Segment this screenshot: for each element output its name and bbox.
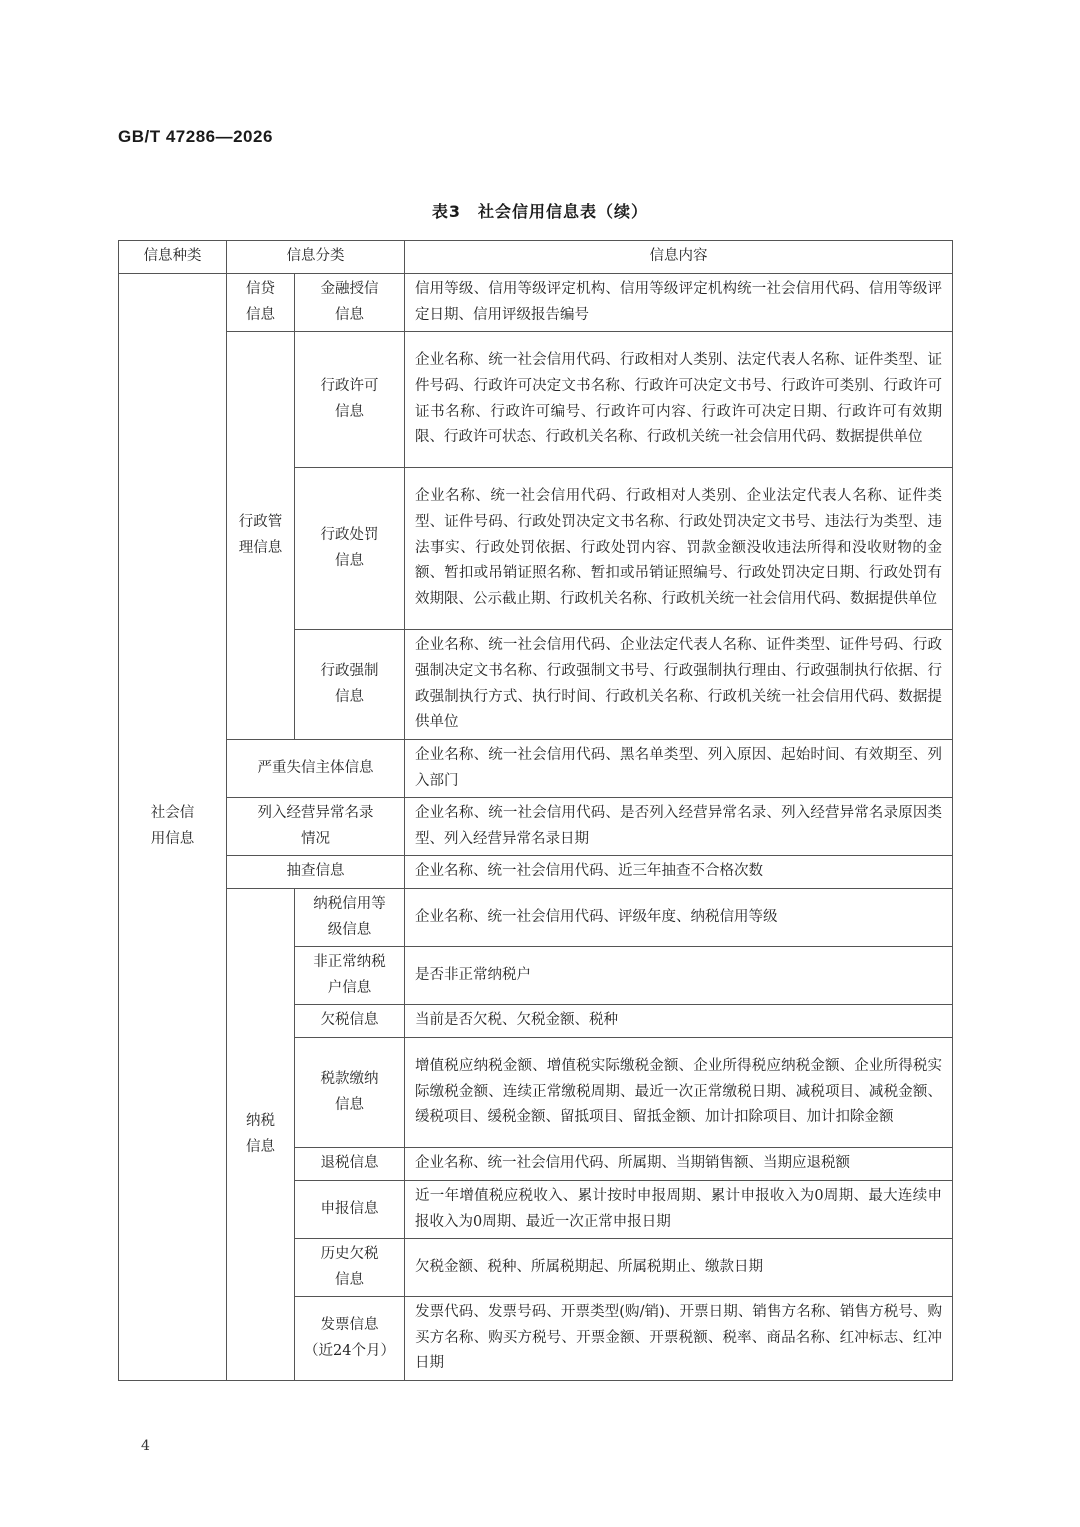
- table-header-row: [119, 241, 953, 274]
- classification-sub-cell: 申报信息: [295, 1181, 405, 1239]
- info-content-cell: 企业名称、统一社会信用代码、是否列入经营异常名录、列入经营异常名录原因类型、列入经营异常名录日期: [405, 798, 953, 856]
- info-content-cell: 发票代码、发票号码、开票类型(购/销)、开票日期、销售方名称、销售方税号、购买方名称、购买方税号、开票金额、开票税额、税率、商品名称、红冲标志、红冲日期: [405, 1297, 953, 1381]
- classification-cell: 列入经营异常名录情况: [227, 798, 405, 856]
- classification-cell: 抽查信息: [227, 856, 405, 889]
- info-content-cell: 企业名称、统一社会信用代码、企业法定代表人名称、证件类型、证件号码、行政强制决定文书名称、行政强制文书号、行政强制执行理由、行政强制执行依据、行政强制执行方式、执行时间、行政机关名称、行政机关统一社会信用代码、数据提供单位: [405, 630, 953, 740]
- info-content-cell: 当前是否欠税、欠税金额、税种: [405, 1005, 953, 1038]
- info-content-cell: 近一年增值税应税收入、累计按时申报周期、累计申报收入为0周期、最大连续申报收入为0周期、最近一次正常申报日期: [405, 1181, 953, 1239]
- info-category-cell: 社会信用信息: [119, 274, 227, 1381]
- classification-sub-cell: 行政许可信息: [295, 332, 405, 468]
- info-content-cell: 企业名称、统一社会信用代码、评级年度、纳税信用等级: [405, 889, 953, 947]
- classification-sub-cell: 行政处罚信息: [295, 468, 405, 630]
- info-content-cell: 企业名称、统一社会信用代码、行政相对人类别、企业法定代表人名称、证件类型、证件号码、行政处罚决定文书名称、行政处罚决定文书号、违法行为类型、违法事实、行政处罚依据、行政处罚内容、罚款金额没收违法所得和没收财物的金额、暂扣或吊销证照名称、暂扣或吊销证照编号、行政处罚决定日期、行政处罚有效期限、公示截止期、行政机关名称、行政机关统一社会信用代码、数据提供单位: [405, 468, 953, 630]
- page-number: 4: [141, 1438, 150, 1454]
- classification-sub-cell: 税款缴纳信息: [295, 1038, 405, 1148]
- table-row: [119, 274, 953, 332]
- classification-sub-cell: 欠税信息: [295, 1005, 405, 1038]
- column-header-classification: 信息分类: [227, 241, 405, 274]
- classification-group-cell: 纳税信息: [227, 889, 295, 1381]
- classification-sub-cell: 历史欠税信息: [295, 1239, 405, 1297]
- info-content-cell: 欠税金额、税种、所属税期起、所属税期止、缴款日期: [405, 1239, 953, 1297]
- classification-group-cell: 行政管理信息: [227, 332, 295, 740]
- classification-sub-cell: 纳税信用等级信息: [295, 889, 405, 947]
- table-title: 表3 社会信用信息表（续）: [431, 202, 649, 221]
- info-content-cell: 信用等级、信用等级评定机构、信用等级评定机构统一社会信用代码、信用等级评定日期、信用评级报告编号: [405, 274, 953, 332]
- column-header-category: 信息种类: [119, 241, 227, 274]
- table-row: [119, 332, 953, 468]
- info-content-cell: 增值税应纳税金额、增值税实际缴税金额、企业所得税应纳税金额、企业所得税实际缴税金额、连续正常缴税周期、最近一次正常缴税日期、减税项目、减税金额、缓税项目、缓税金额、留抵项目、留抵金额、加计扣除项目、加计扣除金额: [405, 1038, 953, 1148]
- invoice-sub-label: 发票信息: [320, 1316, 379, 1333]
- social-credit-info-table: [118, 240, 953, 1381]
- classification-sub-cell: 金融授信信息: [295, 274, 405, 332]
- info-content-cell: 企业名称、统一社会信用代码、所属期、当期销售额、当期应退税额: [405, 1148, 953, 1181]
- info-content-cell: 企业名称、统一社会信用代码、近三年抽查不合格次数: [405, 856, 953, 889]
- info-content-cell: 企业名称、统一社会信用代码、黑名单类型、列入原因、起始时间、有效期至、列入部门: [405, 740, 953, 798]
- classification-sub-cell: [295, 1297, 405, 1381]
- column-header-content: 信息内容: [405, 241, 953, 274]
- classification-group-cell: 信贷信息: [227, 274, 295, 332]
- classification-sub-cell: 退税信息: [295, 1148, 405, 1181]
- info-content-cell: 企业名称、统一社会信用代码、行政相对人类别、法定代表人名称、证件类型、证件号码、行政许可决定文书名称、行政许可决定文书号、行政许可类别、行政许可证书名称、行政许可编号、行政许可内容、行政许可决定日期、行政许可有效期限、行政许可状态、行政机关名称、行政机关统一社会信用代码、数据提供单位: [405, 332, 953, 468]
- info-content-cell: 是否非正常纳税户: [405, 947, 953, 1005]
- table-row: [119, 740, 953, 798]
- table-row: [119, 856, 953, 889]
- classification-sub-cell: 非正常纳税户信息: [295, 947, 405, 1005]
- table-row: [119, 798, 953, 856]
- classification-sub-cell: 行政强制信息: [295, 630, 405, 740]
- standard-code: GB/T 47286—2026: [118, 127, 273, 146]
- table-row: [119, 889, 953, 947]
- classification-cell: 严重失信主体信息: [227, 740, 405, 798]
- invoice-sub-note: （近24个月）: [304, 1342, 395, 1359]
